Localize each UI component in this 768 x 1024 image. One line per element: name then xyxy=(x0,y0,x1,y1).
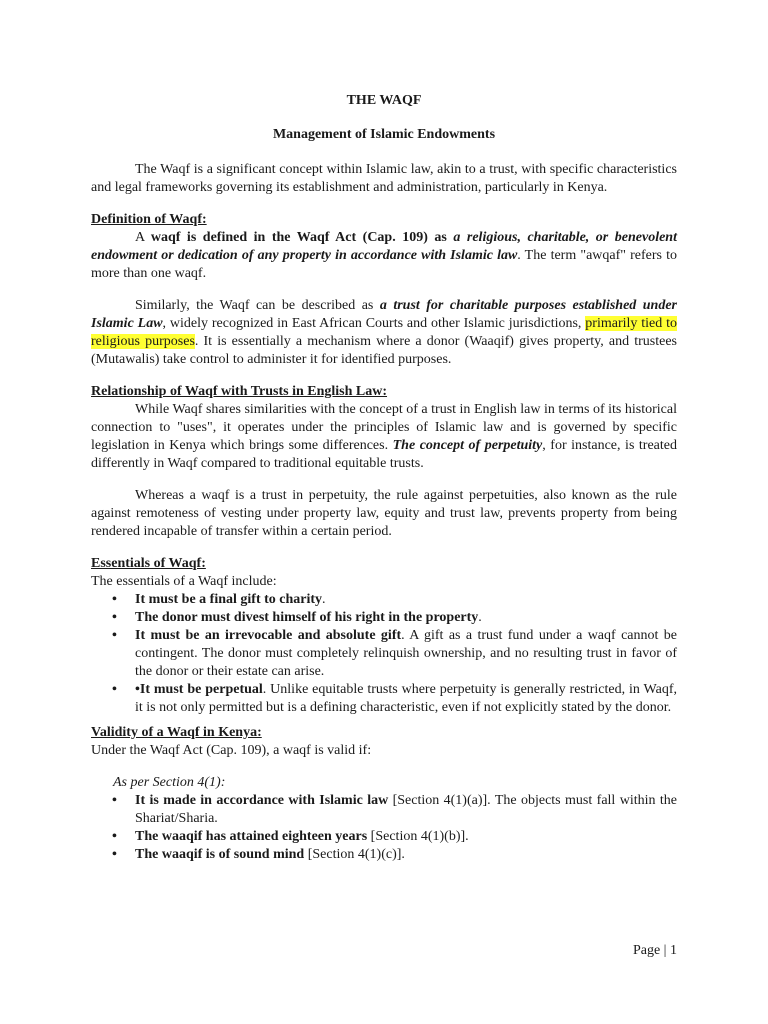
validity-list xyxy=(91,792,677,864)
highlighted-text: primarily tied to religious purposes xyxy=(91,316,678,349)
section-lead: As per Section 4(1): xyxy=(113,775,226,790)
bullet-icon: • xyxy=(112,682,117,697)
intro-paragraph: The Waqf is a significant concept within Islamic law, akin to a trust, with specific characteristics and legal frameworks governing its establishment and administration, particularly in Kenya. xyxy=(91,162,677,195)
bullet-icon: • xyxy=(112,793,117,808)
validity-heading: Validity of a Waqf in Kenya: xyxy=(91,725,262,740)
definition-paragraph-2: Similarly, the Waqf can be described as a trust for charitable purposes established under Islamic Law, widely recognized in East African Courts and other Islamic jurisdictions, primarily tied to religious purposes. It is essentially a mechanism where a donor (Waaqif) gives property, and trustees (Mutawalis) take control to administer it for identified purposes. xyxy=(91,298,678,367)
document-subtitle: Management of Islamic Endowments xyxy=(272,127,496,142)
bullet-icon: • xyxy=(112,847,117,862)
essentials-list xyxy=(91,591,677,717)
page-number: Page | 1 xyxy=(632,943,677,958)
bullet-icon: • xyxy=(112,610,117,625)
list-item: • The donor must divest himself of his right in the property. xyxy=(112,610,482,625)
list-item: • The waaqif is of sound mind [Section 4(1)(c)]. xyxy=(112,847,405,862)
definition-heading: Definition of Waqf: xyxy=(91,212,207,227)
relationship-heading: Relationship of Waqf with Trusts in English Law: xyxy=(91,384,388,399)
list-item: • It must be a final gift to charity. xyxy=(112,592,326,607)
definition-paragraph-1: A waqf is defined in the Waqf Act (Cap. 109) as a religious, charitable, or benevolent endowment or dedication of any property in accordance with Islamic law. The term "awqaf" refers to more than one waqf. xyxy=(91,230,677,281)
essentials-heading: Essentials of Waqf: xyxy=(91,556,206,571)
list-item: • •It must be perpetual. Unlike equitable trusts where perpetuity is generally restricted, in Waqf, it is not only permitted but is a defining characteristic, even if not explicitly stated by the donor. xyxy=(112,682,677,715)
list-item: • It must be an irrevocable and absolute gift. A gift as a trust fund under a waqf cannot be contingent. The donor must completely relinquish ownership, and no resulting trust in favor of the donor or their estate can arise. xyxy=(112,628,677,679)
bullet-icon: • xyxy=(112,592,117,607)
essentials-lead: The essentials of a Waqf include: xyxy=(91,574,277,589)
bullet-icon: • xyxy=(112,628,117,643)
bullet-icon: • xyxy=(112,829,117,844)
validity-lead: Under the Waqf Act (Cap. 109), a waqf is valid if: xyxy=(91,743,372,758)
list-item: • The waaqif has attained eighteen years [Section 4(1)(b)]. xyxy=(112,829,469,844)
document-title: THE WAQF xyxy=(346,93,422,108)
relationship-paragraph-1: While Waqf shares similarities with the concept of a trust in English law in terms of its historical connection to "uses", it operates under the principles of Islamic law and is governed by specific legislation in Kenya which brings some differences. The concept of perpetuity, for instance, is treated differently in Waqf compared to traditional equitable trusts. xyxy=(91,402,677,471)
list-item: • It is made in accordance with Islamic law [Section 4(1)(a)]. The objects must fall within the Shariat/Sharia. xyxy=(112,793,677,826)
relationship-paragraph-2: Whereas a waqf is a trust in perpetuity, the rule against perpetuities, also known as the rule against remoteness of vesting under property law, equity and trust law, prevents property from being rendered incapable of transfer within a certain period. xyxy=(91,488,677,539)
document-page xyxy=(91,92,677,864)
